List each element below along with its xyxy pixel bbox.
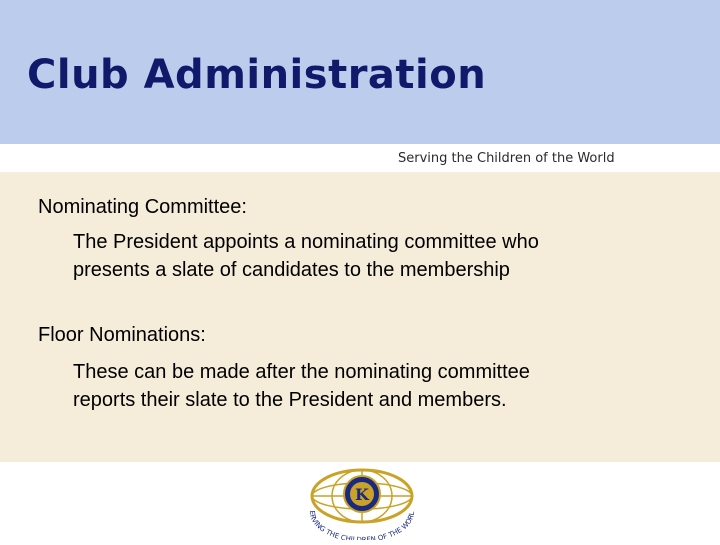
body-line: presents a slate of candidates to the membership [73, 259, 510, 281]
kiwanis-logo-graphic [300, 464, 424, 540]
emblem-letter: K [355, 485, 369, 504]
section-heading-nominating-committee: Nominating Committee: [38, 196, 247, 218]
logo-ring-text: ERVING THE CHILDREN OF THE WORL [307, 510, 417, 540]
kiwanis-logo-icon [300, 464, 424, 540]
body-line: reports their slate to the President and members. [73, 389, 507, 411]
body-line: The President appoints a nominating committee who [73, 231, 539, 253]
section-heading-floor-nominations: Floor Nominations: [38, 324, 206, 346]
body-line: These can be made after the nominating committee [73, 361, 530, 383]
slide-title: Club Administration [27, 52, 487, 98]
section-body-floor-nominations [73, 358, 530, 414]
tagline: Serving the Children of the World [398, 151, 615, 166]
section-body-nominating-committee [73, 228, 539, 284]
